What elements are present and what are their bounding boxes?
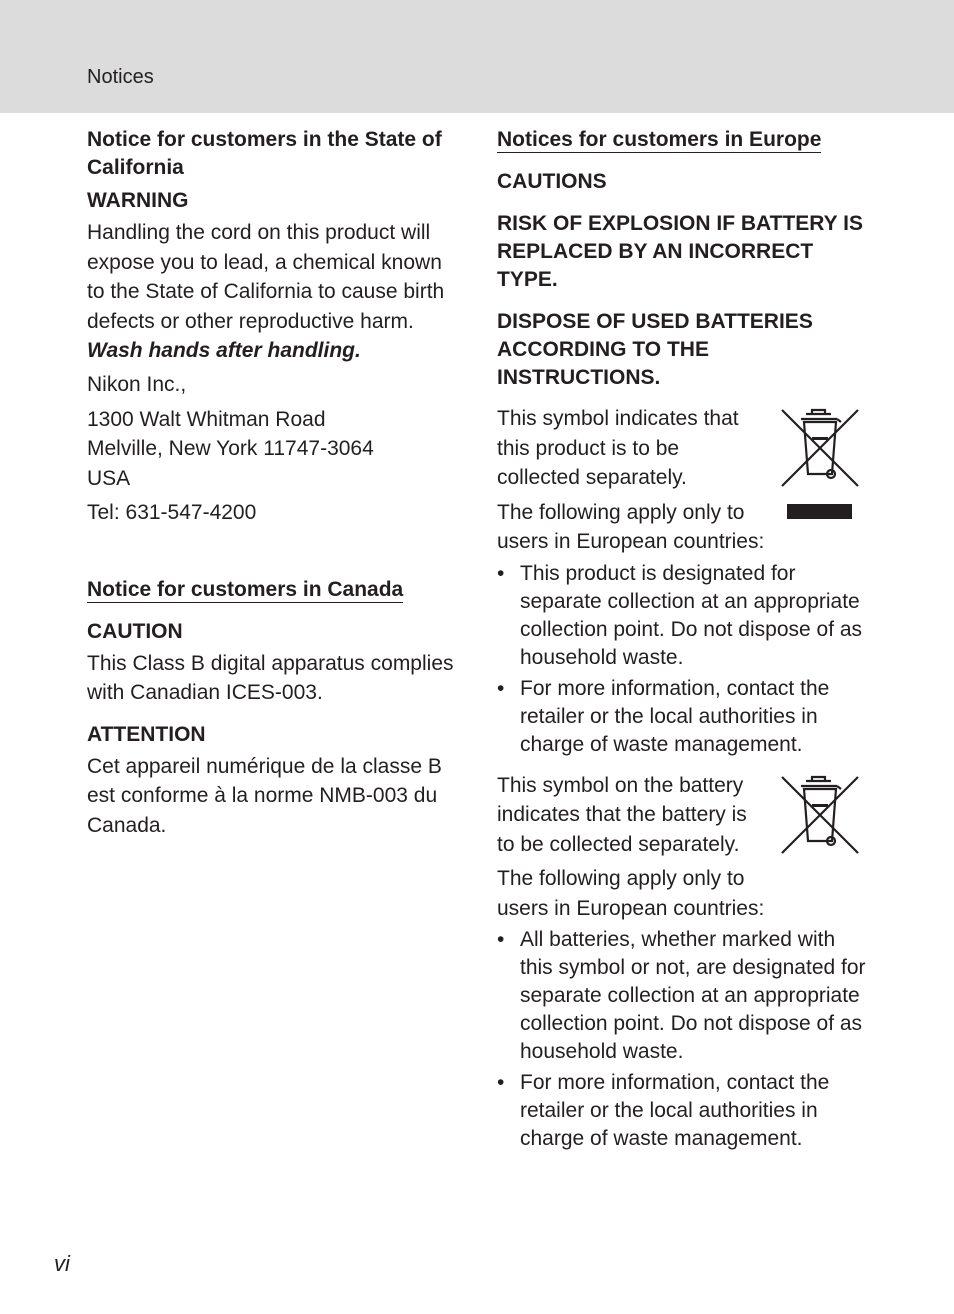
company-name: Nikon Inc., — [87, 373, 187, 396]
canada-notice-title — [87, 576, 459, 604]
product-symbol-apply: The following apply only to users in European countries: — [497, 500, 765, 553]
address-line-3: USA — [87, 466, 131, 490]
product-symbol-bar — [787, 504, 852, 519]
product-symbol-block — [497, 404, 869, 759]
list-item: • This product is designated for separate collection at an appropriate collection point. Do not dispose of as household waste. — [497, 560, 869, 672]
left-column — [87, 126, 459, 840]
battery-symbol-intro: This symbol on the battery indicates that the battery is to be collected separately. — [497, 773, 747, 856]
address-line-1: 1300 Walt Whitman Road — [87, 407, 326, 431]
canada-notice-title-text: Notice for customers in Canada — [87, 577, 404, 601]
warning-heading: WARNING — [87, 189, 189, 212]
section-header-label: Notices — [87, 66, 154, 88]
cautions-heading: CAUTIONS — [497, 170, 607, 193]
list-item: • All batteries, whether marked with this symbol or not, are designated for separate collection at an appropriate collection point. Do not dispose of as household waste. — [497, 926, 869, 1066]
attention-heading: ATTENTION — [87, 722, 206, 746]
page-number: vi — [54, 1251, 70, 1276]
address-line-2: Melville, New York 11747-3064 — [87, 437, 374, 460]
product-symbol-intro: This symbol indicates that this product is to be collected separately. — [497, 407, 739, 489]
battery-symbol-block — [497, 771, 869, 1154]
battery-symbol-apply: The following apply only to users in European countries: — [497, 867, 765, 920]
warning-text: Handling the cord on this product will expose you to lead, a chemical known to the State of California to cause birth defects or other reproductive harm. — [87, 221, 445, 333]
header-band — [0, 0, 954, 113]
europe-notice-title-text: Notices for customers in Europe — [497, 128, 822, 151]
caution-heading: CAUTION — [87, 619, 183, 643]
dispose-batteries-warning: DISPOSE OF USED BATTERIES ACCORDING TO THE INSTRUCTIONS. — [497, 310, 813, 389]
california-notice-title: Notice for customers in the State of California — [87, 128, 442, 179]
product-symbol-bullets — [497, 560, 869, 759]
right-column — [497, 126, 869, 1156]
caution-text: This Class B digital apparatus complies with Canadian ICES-003. — [87, 651, 454, 704]
crossed-out-wheelie-bin-icon — [779, 406, 861, 524]
list-item: • For more information, contact the retailer or the local authorities in charge of waste management. — [497, 675, 869, 759]
list-item: • For more information, contact the retailer or the local authorities in charge of waste management. — [497, 1069, 869, 1153]
attention-text: Cet appareil numérique de la classe B est conforme à la norme NMB-003 du Canada. — [87, 754, 442, 837]
battery-wheelie-bin-icon — [779, 773, 861, 863]
europe-notice-title — [497, 126, 869, 154]
explosion-risk-warning: RISK OF EXPLOSION IF BATTERY IS REPLACED BY AN INCORRECT TYPE. — [497, 212, 863, 291]
battery-symbol-bullets — [497, 926, 869, 1153]
telephone: Tel: 631-547-4200 — [87, 501, 257, 524]
wash-hands-notice: Wash hands after handling. — [87, 339, 361, 362]
